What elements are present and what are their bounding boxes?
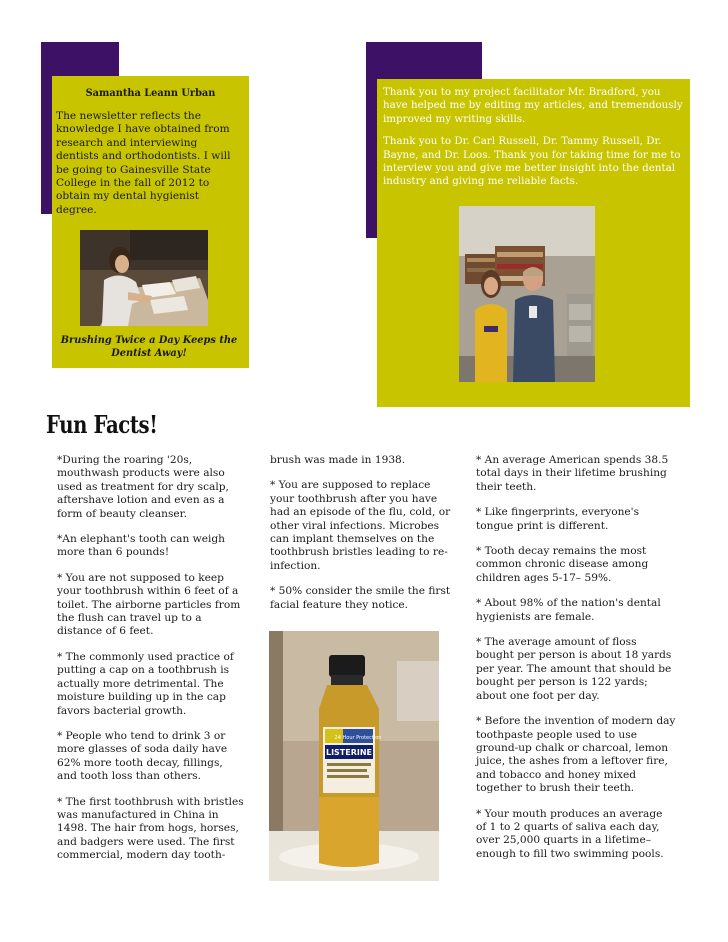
left-box-caption: Brushing Twice a Day Keeps the Dentist Away! — [60, 335, 238, 359]
fact-item: * 50% consider the smile the first facial feature they notice. — [270, 585, 451, 611]
author-bio: The newsletter reflects the knowledge I have obtained from research and interviewing dentists and orthodontists. I will be going to Gainesville State College in the fall of 2012 to obtain my dental hygienist degree. — [56, 110, 231, 216]
fun-facts-column-1 — [57, 454, 245, 875]
fact-item: *An elephant's tooth can weigh more than 6 pounds! — [57, 533, 226, 559]
thanks-dentists: Thank you to Dr. Carl Russell, Dr. Tammy Russell, Dr. Bayne, and Dr. Loos. Thank you for taking time for me to interview you and give me better insight into the dental industry and giving me reliable facts. — [383, 135, 681, 188]
acknowledgements — [383, 86, 683, 198]
fun-facts-column-3 — [476, 454, 676, 873]
fact-item: * An average American spends 38.5 total days in their lifetime brushing their teeth. — [476, 454, 669, 493]
thanks-facilitator: Thank you to my project facilitator Mr. Bradford, you have helped me by editing my articles, and tremendously improved my writing skills. — [383, 86, 683, 125]
fact-item: * The commonly used practice of putting a cap on a toothbrush is actually more detrimental. The moisture building up in the cap favors bacterial growth. — [57, 650, 234, 717]
fact-item: * Like fingerprints, everyone's tongue print is different. — [476, 506, 640, 532]
student-photo — [80, 230, 208, 326]
fact-item: *During the roaring '20s, mouthwash products were also used as treatment for dry scalp, aftershave lotion and even as a form of beauty cleanser. — [57, 454, 229, 520]
student-with-facilitator-photo — [459, 206, 595, 382]
fact-item: brush was made in 1938. — [270, 454, 406, 466]
fact-item: * Tooth decay remains the most common chronic disease among children ages 5-17– 59%. — [476, 545, 649, 584]
fact-item: * You are not supposed to keep your toothbrush within 6 feet of a toilet. The airborne particles from the flush can travel up to a distance of 6 feet. — [57, 571, 241, 638]
fact-item: * You are supposed to replace your toothbrush after you have had an episode of the flu, cold, or other viral infections. Microbes can implant themselves on the toothbrush bristles leading to re-infection. — [270, 479, 451, 572]
fact-item: * The first toothbrush with bristles was manufactured in China in 1498. The hair from hogs, horses, and badgers were used. The first commercial, modern day tooth- — [57, 795, 244, 862]
bottle-tag: 24 Hour Protection — [334, 735, 382, 741]
bottle-brand: LISTERINE — [325, 748, 373, 757]
fun-facts-column-2 — [270, 454, 458, 624]
author-name: Samantha Leann Urban — [85, 88, 216, 99]
fact-item: * About 98% of the nation's dental hygienists are female. — [476, 597, 661, 623]
fact-item: * The average amount of floss bought per person is about 18 yards per year. The amount that should be bought per person is 122 yards; about one foot per day. — [476, 636, 672, 702]
fun-facts-heading: Fun Facts! — [46, 410, 158, 439]
fact-item: * Before the invention of modern day toothpaste people used to use ground-up chalk or charcoal, lemon juice, the ashes from a leftover fire, and tobacco and honey mixed together to brush their teeth. — [476, 715, 676, 795]
fact-item: * Your mouth produces an average of 1 to 2 quarts of saliva each day, over 25,000 quarts in a lifetime– enough to fill two swimming pools. — [476, 807, 664, 860]
fact-item: * People who tend to drink 3 or more glasses of soda daily have 62% more tooth decay, fillings, and tooth loss than others. — [57, 729, 228, 783]
mouthwash-bottle-photo — [269, 631, 439, 881]
